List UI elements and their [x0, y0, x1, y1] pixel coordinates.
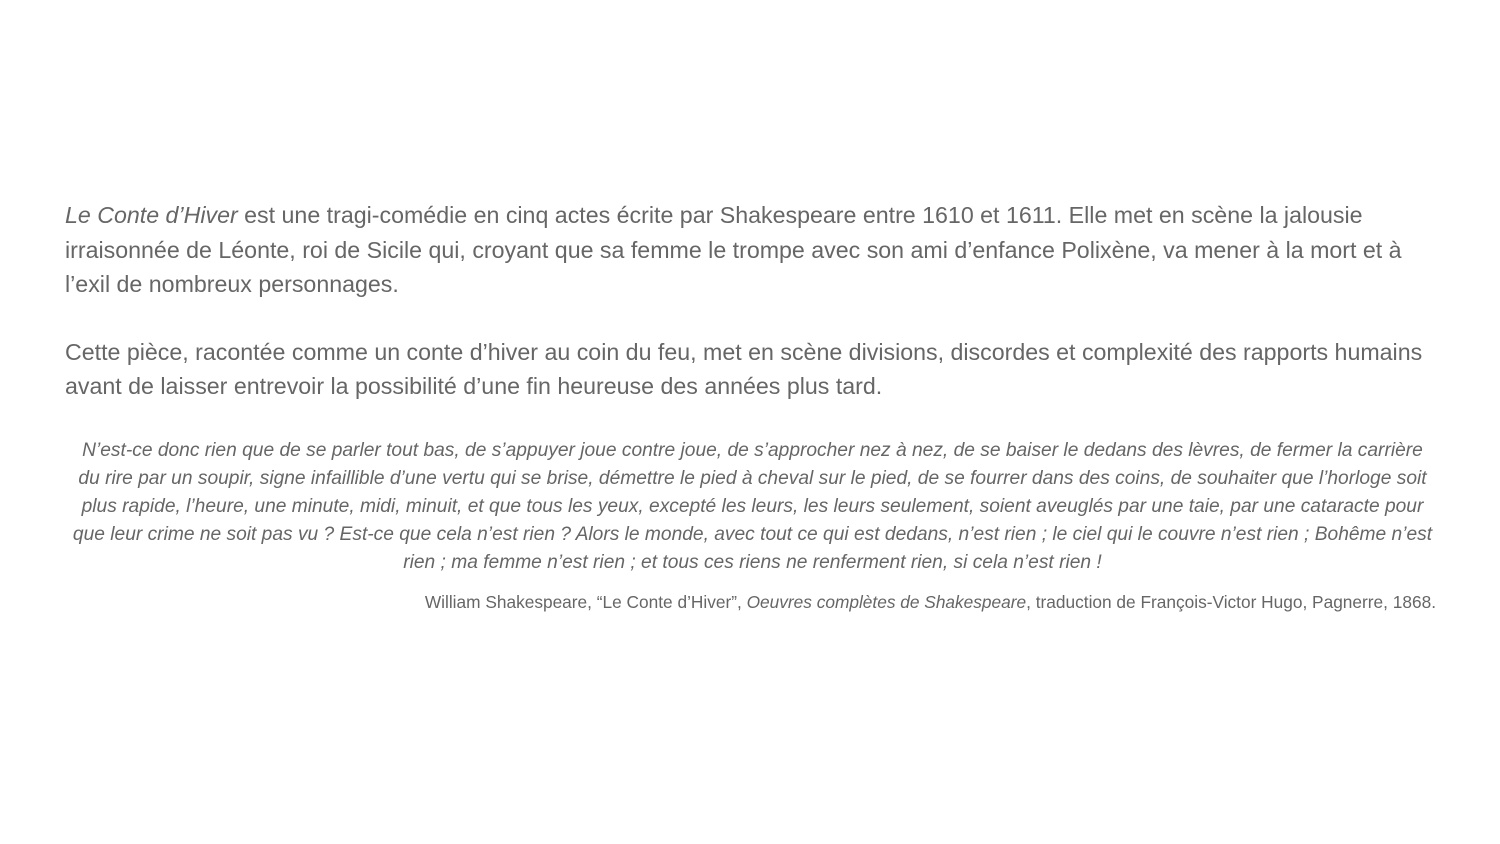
citation-work: Oeuvres complètes de Shakespeare [746, 591, 1027, 612]
intro-paragraph [65, 198, 1440, 302]
summary-paragraph [65, 335, 1440, 404]
citation [65, 590, 1440, 614]
summary-text: Cette pièce, racontée comme un conte d’hiver au coin du feu, met en scène divisions, discordes et complexité des rapports humains avant de laisser entrevoir la possibilité d’une fin heureuse des années plus tard. [65, 338, 1423, 399]
intro-text: est une tragi-comédie en cinq actes écrite par Shakespeare entre 1610 et 1611. Elle met en scène la jalousie irraisonnée de Léonte, roi de Sicile qui, croyant que sa femme le trompe avec son ami d’enfance Polixène, va mener à la mort et à l’exil de nombreux personnages. [65, 202, 1402, 297]
quote-text: N’est-ce donc rien que de se parler tout bas, de s’appuyer joue contre joue, de s’approcher nez à nez, de se baiser le dedans des lèvres, de fermer la carrière du rire par un soupir, signe infaillible d’une vertu qui se brise, démettre le pied à cheval sur le pied, de se fourrer dans des coins, de souhaiter que l’horloge soit plus rapide, l’heure, une minute, midi, minuit, et que tous les yeux, excepté les leurs, les leurs seulement, soient aveuglés par une taie, par une cataracte pour que leur crime ne soit pas vu ? Est-ce que cela n’est rien ? Alors le monde, avec tout ce qui est dedans, n’est rien ; le ciel qui le couvre n’est rien ; Bohême n’est rien ; ma femme n’est rien ; et tous ces riens ne renferment rien, si cela n’est rien ! [72, 439, 1433, 573]
citation-prefix: William Shakespeare, “Le Conte d’Hiver”, [424, 591, 747, 612]
quote-block [65, 437, 1440, 577]
citation-suffix: , traduction de François-Victor Hugo, Pagnerre, 1868. [1026, 591, 1436, 612]
play-title: Le Conte d’Hiver [65, 202, 238, 228]
document-body [65, 198, 1440, 614]
